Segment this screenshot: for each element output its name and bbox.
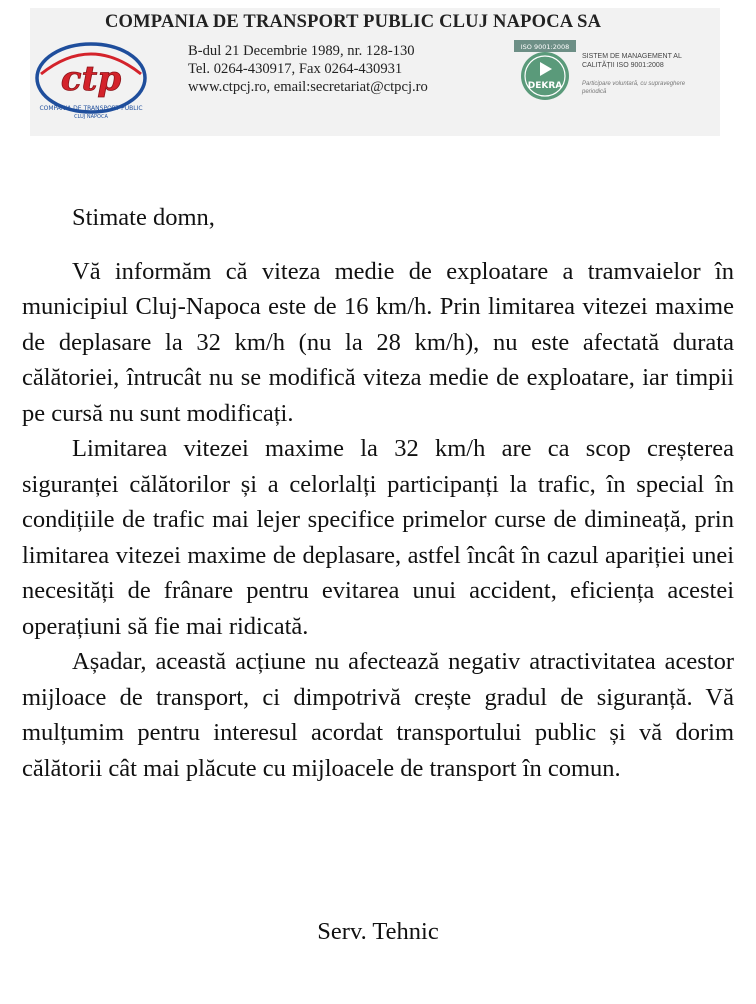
svg-text:ISO 9001:2008: ISO 9001:2008 [520,43,570,51]
signature: Serv. Tehnic [317,918,439,945]
svg-text:DEKRA: DEKRA [527,81,563,91]
web-email: www.ctpcj.ro, email:secretariat@ctpcj.ro [188,79,428,96]
company-name: COMPANIA DE TRANSPORT PUBLIC CLUJ NAPOCA SA [105,12,602,32]
svg-text:COMPANIA DE TRANSPORT PUBLIC: COMPANIA DE TRANSPORT PUBLIC [39,105,143,112]
dekra-certification-icon [512,38,578,104]
svg-text:CLUJ NAPOCA: CLUJ NAPOCA [74,114,108,120]
phone-fax: Tel. 0264-430917, Fax 0264-430931 [188,61,403,78]
contact-info [188,42,428,97]
salutation: Stimate domn, [72,204,215,231]
paragraph-3: Așadar, această acțiune nu afectează negativ atractivitatea acestor mijloace de transport, ci dimpotrivă crește gradul de siguranță. Vă mulțumim pentru interesul acordat transportului public și vă dorim călătorii cât mai plăcute cu mijloacele de transport în comun. [22,648,734,782]
address: B-dul 21 Decembrie 1989, nr. 128-130 [188,43,415,59]
ctp-logo-icon [33,38,151,126]
paragraph-2: Limitarea vitezei maxime la 32 km/h are ca scop creșterea siguranței călătorilor și a celorlalți participanți la trafic, în special în condițiile de trafic mai lejer specifice primelor curse de dimineață, prin limitarea vitezei maxime de deplasare, astfel încât în cazul apariției unei necesități de frânare pentru evitarea unui accident, eficiența acestei operațiuni să fie mai ridicată. [22,435,734,640]
certification-text [582,52,686,96]
svg-text:ctp: ctp [60,59,122,99]
letter-body [22,200,734,786]
cert-subtitle: Participare voluntară, cu supraveghere periodică [582,81,686,95]
paragraph-1: Vă informăm că viteza medie de exploatare a tramvaielor în municipiul Cluj-Napoca este de 16 km/h. Prin limitarea vitezei maxime de deplasare la 32 km/h (nu la 28 km/h), nu este afectată durata călătoriei, întrucât nu se modifică viteza medie de exploatare, iar timpii pe cursă nu sunt modificați. [22,257,734,427]
cert-title: SISTEM DE MANAGEMENT AL CALITĂȚII ISO 9001:2008 [582,53,682,69]
